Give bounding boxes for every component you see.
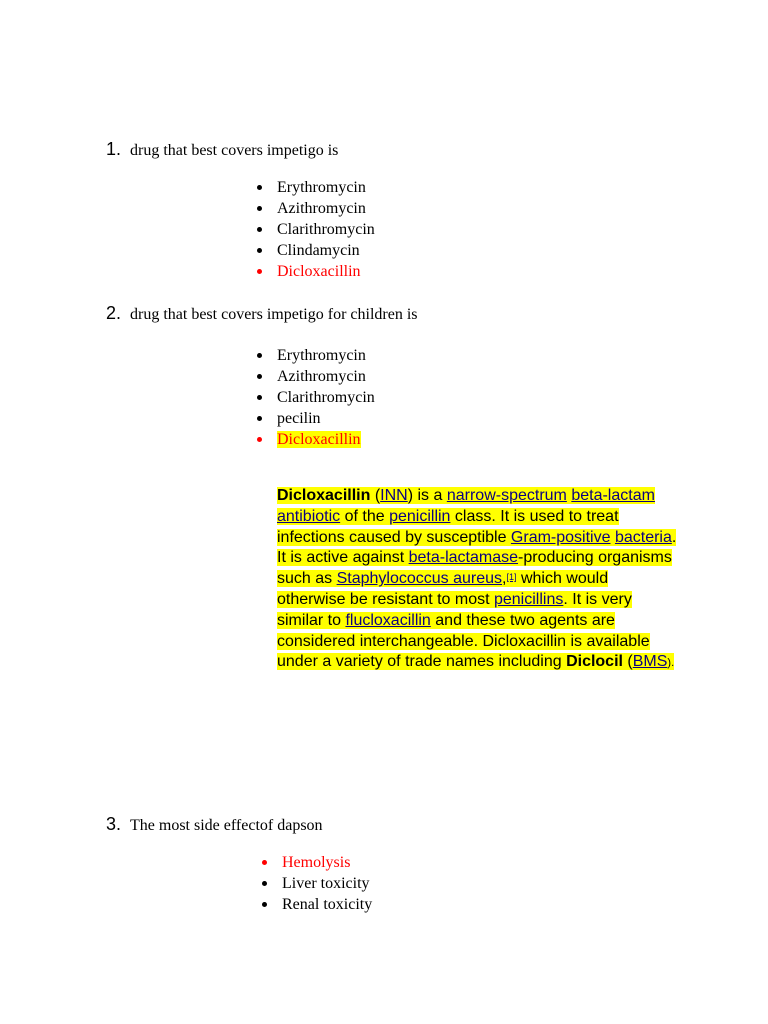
link-bms[interactable]: BMS xyxy=(632,653,668,671)
drug-name: Dicloxacillin xyxy=(277,487,371,504)
answer-item xyxy=(256,429,375,450)
list-item xyxy=(256,219,375,240)
option-text: Azithromycin xyxy=(277,200,366,217)
list-item xyxy=(261,873,372,894)
question-1 xyxy=(106,139,338,161)
link-narrow-spectrum[interactable]: narrow-spectrum xyxy=(446,487,567,504)
text: ). xyxy=(667,657,675,670)
question-text: drug that best covers impetigo is xyxy=(130,142,339,159)
option-text: Clindamycin xyxy=(277,242,360,259)
link-penicillin[interactable]: penicillin xyxy=(389,507,451,525)
question-number: 1. xyxy=(106,139,122,159)
text: of the xyxy=(340,507,390,525)
answer-text: Dicloxacillin xyxy=(277,431,361,448)
text: class. It is used to treat infections caused by susceptible xyxy=(277,507,619,546)
text: . It is active against xyxy=(277,528,677,567)
list-item xyxy=(256,177,375,198)
list-item xyxy=(256,408,375,429)
link-flucloxacillin[interactable]: flucloxacillin xyxy=(345,611,431,629)
answer-text: Hemolysis xyxy=(282,854,351,871)
question-1-options xyxy=(256,177,375,282)
list-item xyxy=(256,387,375,408)
text: , xyxy=(502,570,507,588)
explanation-paragraph xyxy=(277,486,677,674)
answer-text: Dicloxacillin xyxy=(277,263,361,280)
answer-item xyxy=(261,852,372,873)
option-text: Erythromycin xyxy=(277,179,366,196)
option-text: Clarithromycin xyxy=(277,389,375,406)
option-text: Clarithromycin xyxy=(277,221,375,238)
link-gram-positive[interactable]: Gram-positive xyxy=(510,528,611,546)
option-text: Renal toxicity xyxy=(282,896,373,913)
question-text: drug that best covers impetigo for children is xyxy=(130,306,418,323)
question-3-options xyxy=(261,852,372,915)
list-item xyxy=(256,198,375,219)
question-text: The most side effectof dapson xyxy=(130,817,323,834)
text: ) is a xyxy=(407,487,447,504)
question-2 xyxy=(106,303,417,325)
option-text: pecilin xyxy=(277,410,321,427)
text: ( xyxy=(622,653,633,671)
trade-name: Diclocil xyxy=(566,653,623,671)
link-beta-lactamase[interactable]: beta-lactamase xyxy=(408,549,519,567)
question-3 xyxy=(106,814,323,836)
text: and these two agents are considered interchangeable. Dicloxacillin is available under a variety of trade names including xyxy=(277,611,650,671)
answer-item xyxy=(256,261,375,282)
link-penicillins[interactable]: penicillins xyxy=(493,590,564,608)
text: -producing organisms such as xyxy=(277,549,672,588)
question-2-options xyxy=(256,345,375,450)
option-text: Liver toxicity xyxy=(282,875,370,892)
link-beta-lactam-antibiotic[interactable]: beta-lactam antibiotic xyxy=(277,487,655,525)
link-bacteria[interactable]: bacteria xyxy=(614,528,672,546)
option-text: Erythromycin xyxy=(277,347,366,364)
question-number: 2. xyxy=(106,303,122,323)
text: . It is very similar to xyxy=(277,590,632,629)
question-number: 3. xyxy=(106,814,122,834)
option-text: Azithromycin xyxy=(277,368,366,385)
list-item xyxy=(261,894,372,915)
reference-link[interactable]: [1] xyxy=(506,572,517,583)
list-item xyxy=(256,366,375,387)
text: ( xyxy=(370,487,381,504)
text: which would otherwise be resistant to most xyxy=(277,570,609,608)
link-inn[interactable]: INN xyxy=(380,487,408,504)
list-item xyxy=(256,240,375,261)
list-item xyxy=(256,345,375,366)
link-staphylococcus-aureus[interactable]: Staphylococcus aureus xyxy=(336,570,503,588)
